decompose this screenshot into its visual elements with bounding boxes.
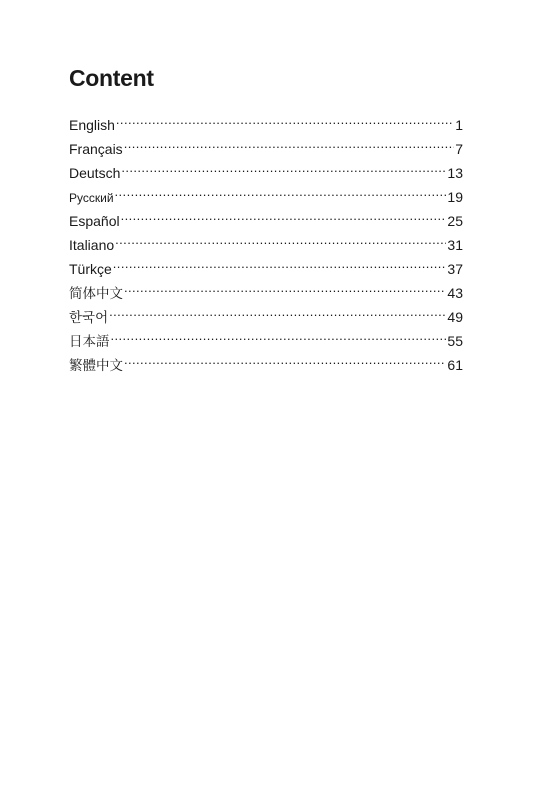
- toc-entry-page: 31: [447, 237, 463, 253]
- dot-leader: [121, 202, 447, 226]
- toc-entry-label: Русский: [69, 191, 114, 205]
- toc-entry-label: 简体中文: [69, 286, 123, 302]
- toc-entry-label: Türkçe: [69, 261, 112, 277]
- toc-entry-label: Deutsch: [69, 165, 121, 181]
- toc-entry-page: 61: [447, 357, 463, 373]
- toc-entry-label: 繁體中文: [69, 358, 123, 374]
- toc-entry-page: 49: [447, 309, 463, 325]
- toc-entry-label: English: [69, 117, 115, 133]
- dot-leader: [111, 322, 447, 346]
- toc-entry-page: 7: [455, 141, 463, 157]
- toc-entry-russian[interactable]: [69, 178, 463, 205]
- toc-entry-page: 19: [447, 189, 463, 205]
- toc-entry-italiano[interactable]: [69, 226, 463, 253]
- toc-entry-deutsch[interactable]: [69, 154, 463, 181]
- toc-entry-page: 43: [447, 285, 463, 301]
- toc-entry-label: 한국어: [69, 310, 109, 326]
- toc-entry-page: 55: [447, 333, 463, 349]
- dot-leader: [121, 154, 446, 178]
- toc-entry-english[interactable]: [69, 106, 463, 133]
- toc-title: Content: [69, 65, 154, 91]
- dot-leader: [115, 178, 447, 202]
- toc-entry-label: Français: [69, 141, 123, 157]
- dot-leader: [124, 346, 446, 370]
- toc-entry-espanol[interactable]: [69, 202, 463, 229]
- dot-leader: [115, 226, 446, 250]
- toc-entry-page: 1: [455, 117, 463, 133]
- dot-leader: [124, 130, 455, 154]
- dot-leader: [116, 106, 454, 130]
- toc-entry-japanese[interactable]: [69, 322, 463, 350]
- toc-entry-page: 25: [447, 213, 463, 229]
- toc-entry-label: Español: [69, 213, 120, 229]
- toc-entry-francais[interactable]: [69, 130, 463, 157]
- toc-entry-label: 日本語: [69, 334, 110, 350]
- dot-leader: [124, 274, 446, 298]
- toc-entry-traditional-chinese[interactable]: [69, 346, 463, 374]
- toc-entry-simplified-chinese[interactable]: [69, 274, 463, 302]
- toc-entry-korean[interactable]: [69, 298, 463, 326]
- toc-list: [69, 106, 463, 374]
- toc-entry-turkce[interactable]: [69, 250, 463, 277]
- toc-entry-page: 37: [447, 261, 463, 277]
- dot-leader: [109, 298, 446, 322]
- toc-entry-label: Italiano: [69, 237, 115, 253]
- dot-leader: [113, 250, 447, 274]
- toc-entry-page: 13: [447, 165, 463, 181]
